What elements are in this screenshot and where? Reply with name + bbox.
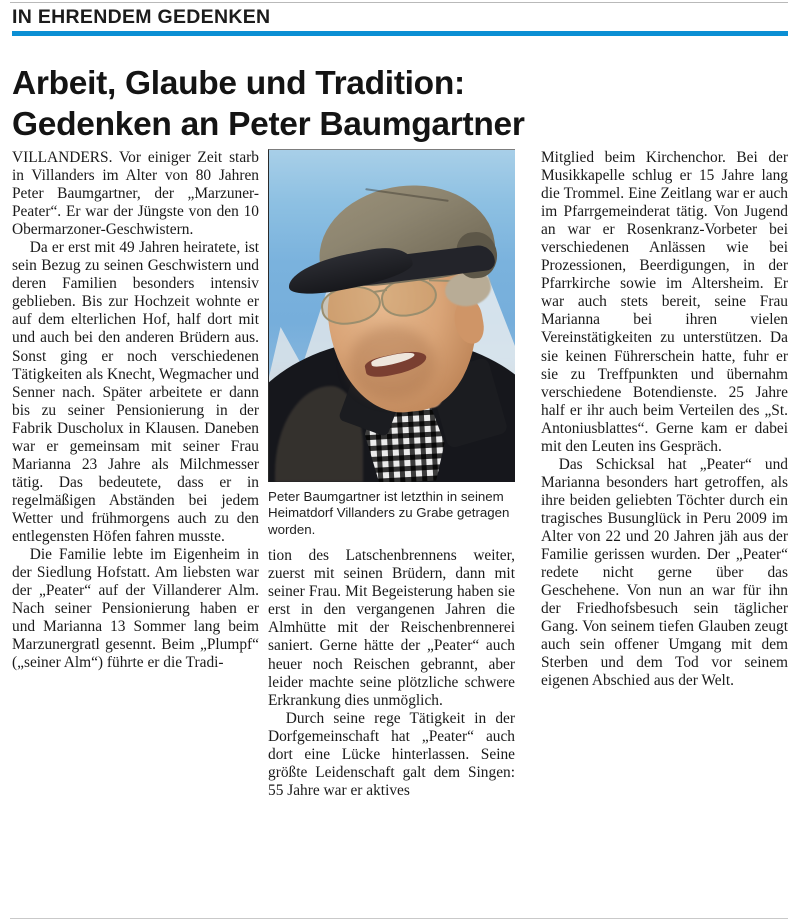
paragraph: Durch seine rege Tätigkeit in der Dorfgemeinschaft hat „Peater“ auch dort eine Lücke hinterlassen. Seine größte Leidenschaft galt dem Singen: 55 Jahre war er aktives	[268, 709, 515, 799]
paragraph: Das Schicksal hat „Peater“ und Marianna besonders hart getroffen, als ihre beiden geliebten Töchter durch ein tragisches Busunglück in Peru 2009 im Alter von 22 und 20 Jahren jäh aus der Familie gerissen wurden. Der „Peater“ redete nicht gerne über das Geschehene. Von nun an war für ihn der Friedhofsbesuch sein täglicher Gang. Von seinem tiefen Glauben zeugt auch sein offener Umgang mit dem Sterben und dem Tod vor seinem eigenen Abschied aus der Welt.	[541, 455, 788, 690]
paragraph: Da er erst mit 49 Jahren heiratete, ist sein Bezug zu seinen Geschwistern und deren Familien besonders intensiv geblieben. Bis zur Hochzeit wohnte er auf dem elterlichen Hof, half dort mit und auch bei den anderen Brüdern aus. Sonst ging er noch verschiedenen Tätigkeiten als Knecht, Wegmacher und Senner nach. Später arbeitete er dann bis zu seiner Pensionierung in der Fabrik Duscholux in Klausen. Daneben war er gemeinsam mit seiner Frau Marianna 23 Jahre als Milchmesser tätig. Das bedeutete, dass er in regelmäßigen Abständen bei jedem Wetter und frühmorgens auch zu den entlegensten Höfen fahren musste.	[12, 239, 259, 545]
section-kicker-block	[12, 6, 788, 36]
paragraph: tion des Latschenbrennens weiter, zuerst mit seinen Brüdern, dann mit seiner Frau. Mit Begeisterung haben sie erst in den vergangenen Jahren die Almhütte mit der Reischenbrennerei saniert. Gerne hätte der „Peater“ auch heuer noch Reischen gebrannt, aber leider machte seine plötzliche schwere Erkrankung dies unmöglich.	[268, 547, 515, 709]
paragraph: VILLANDERS. Vor einiger Zeit starb in Villanders im Alter von 80 Jahren Peter Baumgartner, der „Marzuner-Peater“. Er war der Jüngste von den 10 Obermarzoner-Geschwistern.	[12, 149, 259, 239]
photo-caption: Peter Baumgartner ist letzthin in seinem Heimatdorf Villanders zu Grabe getragen worden.	[268, 489, 510, 537]
article-column-3	[541, 149, 788, 911]
section-kicker: IN EHRENDEM GEDENKEN	[12, 6, 271, 28]
headline-line-1: Arbeit, Glaube und Tradition:	[12, 65, 465, 103]
kicker-accent-rule	[12, 31, 788, 36]
article-column-1	[12, 149, 259, 911]
article-column-2	[268, 149, 515, 911]
headline-line-2: Gedenken an Peter Baumgartner	[12, 106, 525, 144]
portrait-photo	[268, 149, 515, 482]
column-1-text	[12, 149, 259, 672]
paragraph: Mitglied beim Kirchenchor. Bei der Musikkapelle schlug er 15 Jahre lang die Trommel. Eine Zeitlang war er auch im Pfarrgemeinderat tätig. Von Jugend an war er Rosenkranz-Vorbeter bei verschiedenen Anlässen wie bei Prozessionen, Beerdigungen, in der Pfarrkirche sowie im Altersheim. Er war auch stets bereit, seine Frau Marianna bei ihren vielen Vereinstätigkeiten zu unterstützen. Da sie keinen Führerschein hatte, fuhr er sie zu Treffpunkten und übernahm verschiedene Botendienste. 25 Jahre half er ihr auch beim Verteilen des „St. Antoniusblattes“. Gerne kam er dabei mit den Leuten ins Gespräch.	[541, 149, 788, 455]
article-columns	[12, 149, 788, 911]
bottom-hairline	[10, 918, 788, 919]
article-headline	[12, 63, 712, 145]
column-3-text	[541, 149, 788, 690]
paragraph: Die Familie lebte im Eigenheim in der Siedlung Hofstatt. Am liebsten war der „Peater“ auf der Villanderer Alm. Nach seiner Pensionierung haben er und Marianna 13 Sommer lang beim Marzunergratl gesennt. Beim „Plumpf“ („seiner Alm“) führte er die Tradi-	[12, 546, 259, 672]
column-2-text	[268, 547, 515, 800]
top-hairline	[10, 2, 788, 3]
photo-block	[268, 149, 515, 538]
